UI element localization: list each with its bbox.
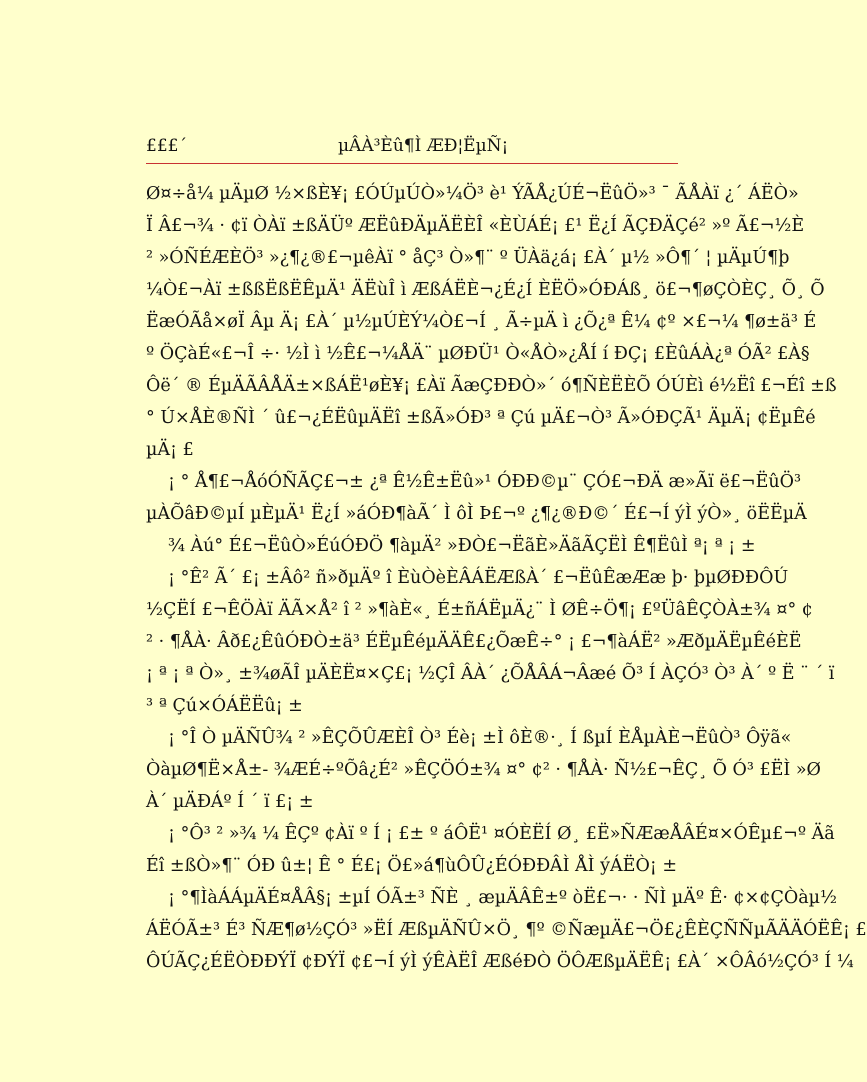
header-rule bbox=[146, 163, 678, 164]
text-line: ¡ °Î Ò µÄÑÛ¾ ² »ÊÇÕÛÆÈÎ Ò³ Éè¡ ±Ì ôÈ®·¸ Í ßµÍ ÈÅµÀÈ¬ËûÒ³ Ôÿã« bbox=[168, 728, 792, 748]
text-line: ¡ ° Å¶£¬ÅóÓÑÃÇ£¬± ¿ª Ê½Ê±Ëû»¹ ÓÐÐ©µ¨ ÇÓ£¬ÐÄ æ»Ãï ë£¬ËûÖ³ bbox=[168, 472, 801, 492]
text-line: Ï Â£¬¾ · ¢ï ÒÀï ±ßÄÜº ÆËûÐÄµÄËÈÎ «ÈÙÁÉ¡ £¹ Ë¿Í ÃÇÐÄÇé² »º Ã£¬½È bbox=[146, 216, 805, 236]
page-header bbox=[146, 136, 678, 158]
text-line: Éî ±ßÒ»¶¨ ÓÐ û±¦ Ê ° É£¡ Ö£»á¶ùÔÛ¿ÉÓÐÐÂÌ ÅÌ ýÁËÒ¡ ± bbox=[146, 856, 678, 876]
text-line: ¡ °Ô³ ² »¾ ¼ ÊÇº ¢Àï º Í ¡ £± º áÔË¹ ¤ÓÈËÍ Ø¸ £Ë»ÑÆæÅÂÉ¤×ÓÊµ£¬º Äã bbox=[168, 824, 835, 844]
text-line: ÔÚÃÇ¿ÉËÒÐÐÝÏ ¢ÐÝÏ ¢£¬Í ýÌ ýÊÀËÎ ÆßéÐÒ ÖÔÆßµÄËÊ¡ £À´ ×ÔÂó½ÇÓ³ Í ¼ bbox=[146, 952, 854, 972]
running-title: µÂÀ³Èû¶Ì ÆÐ¦ËµÑ¡ bbox=[338, 136, 509, 156]
text-line: ÁËÓÃ±³ É³ ÑÆ¶ø½ÇÓ³ »ËÍ ÆßµÄÑÛ×Ö¸ ¶º ©ÑæµÄ£¬Ö£¿ÊÈÇÑÑµÃÄÄÓËÊ¡ £ bbox=[146, 920, 867, 940]
text-line: ½ÇËÍ £¬ÊÖÀï ÄÃ×Å² î ² »¶àÈ«¸ É±ñÁËµÄ¿¨ Ì ØÊ÷Ö¶¡ £ºÜâÊÇÒÀ±¾ ¤° ¢ bbox=[146, 600, 813, 620]
text-line: ËæÓÃå×øÏ Âµ Ä¡ £À´ µ½µÚÈÝ¼Ò£¬Í ¸ Ã÷µÄ ì ¿Õ¿ª Ê¼ ¢º ×£¬¼ ¶ø±ä³ É bbox=[146, 312, 817, 332]
text-line: ³ ª Çú×ÓÁËËû¡ ± bbox=[146, 696, 303, 716]
text-line: ¡ °¶ÌàÁÁµÄÉ¤ÅÂ§¡ ±µÍ ÓÃ±³ ÑÈ ¸ æµÄÂÊ±º òË£¬· · ÑÌ µÄº Ê· ¢×¢ÇÒàµ½ bbox=[168, 888, 837, 908]
text-line: Ø¤÷å¼ µÄµØ ½×ßÈ¥¡ £ÓÚµÚÒ»¼Ö³ è¹ ÝÃÅ¿ÚÉ¬ËûÖ»³ ¯ ÃÅÀï ¿´ ÁËÒ» bbox=[146, 184, 799, 204]
text-line: Ôë´ ® ÉµÄÃÂÅÄ±×ßÁË¹øÈ¥¡ £Àï ÃæÇÐÐÒ»´ ó¶ÑÈËÈÕ ÓÚÈì é½Ëî £¬Éî ±ß bbox=[146, 376, 837, 396]
text-line: ¾ Àú° É£¬ËûÒ»ÉúÓÐÖ ¶àµÄ² »ÐÒ£¬ËãÈ»ÄãÃÇËÌ Ê¶ËûÌ ª¡ ª ¡ ± bbox=[168, 536, 756, 556]
text-line: µÄ¡ £ bbox=[146, 440, 194, 460]
text-line: ¼Ò£¬Àï ±ßßËßËÊµÄ¹ ÄËùÎ ì ÆßÁËÈ¬¿É¿Í ÈËÖ»ÓÐÁß¸ ö£¬¶øÇÒÈÇ¸ Õ¸ Õ bbox=[146, 280, 825, 300]
text-line: ¡ ª ¡ ª Ò»¸ ±¾øÃÎ µÄÈË¤×Ç£¡ ½ÇÎ ÂÀ´ ¿ÕÅÂÁ¬Âæé Õ³ Í ÀÇÓ³ Ò³ À´ º Ë ¨ ´ ï bbox=[146, 664, 835, 684]
text-line: ÒàµØ¶Ë×Å±- ¾ÆÉ÷ºÕâ¿É² »ÊÇÖÓ±¾ ¤° ¢² · ¶ÅÀ· Ñ½£¬ÊÇ¸ Õ Ó³ £ËÌ »Ø bbox=[146, 760, 821, 780]
text-line: º ÖÇàÉ«£¬Î ÷· ½Ì ì ½Ê£¬¼ÅÄ¨ µØÐÜ¹ Ò«ÅÒ»¿ÅÍ í ÐÇ¡ £ÈûÁÀ¿ª ÓÃ² £À§ bbox=[146, 344, 810, 364]
text-line: ² · ¶ÅÀ· Âð£¿ÊûÓÐÒ±ä³ ÉËµÊéµÄÄÊ£¿ÕæÊ÷° ¡ £¬¶àÁË² »ÆðµÄËµÊéÈË bbox=[146, 632, 802, 652]
body-text bbox=[146, 178, 867, 978]
text-line: µÀÕâÐ©µÍ µÈµÄ¹ Ë¿Í »áÓÐ¶àÃ´ Ì ôÌ Þ£¬º ¿¶¿®Ð©´ É£¬Í ýÌ ýÒ»¸ öËËµÄ bbox=[146, 504, 807, 524]
page-number: £££´ bbox=[146, 136, 187, 156]
text-line: ¡ °Ê² Ã´ £¡ ±Âô² ñ»ðµÄº î ÈùÒèÈÂÁËÆßÀ´ £¬ËûÊæÆæ þ· þµØÐÐÔÚ bbox=[168, 568, 789, 588]
text-line: ° Ú×ÅÈ®ÑÌ ´ û£¬¿ÉËûµÄËî ±ßÃ»ÓÐ³ ª Çú µÄ£¬Ò³ Ã»ÓÐÇÃ¹ ÄµÄ¡ ¢ËµÊé bbox=[146, 408, 816, 428]
text-line: À´ µÄÐÁº Í ´ ï £¡ ± bbox=[146, 792, 314, 812]
text-line: ² »ÓÑÉÆÈÖ³ »¿¶¿®£¬µêÀï ° åÇ³ Ò»¶¨ º ÜÀä¿á¡ £À´ µ½ »Ô¶´ ¦ µÄµÚ¶þ bbox=[146, 248, 790, 268]
